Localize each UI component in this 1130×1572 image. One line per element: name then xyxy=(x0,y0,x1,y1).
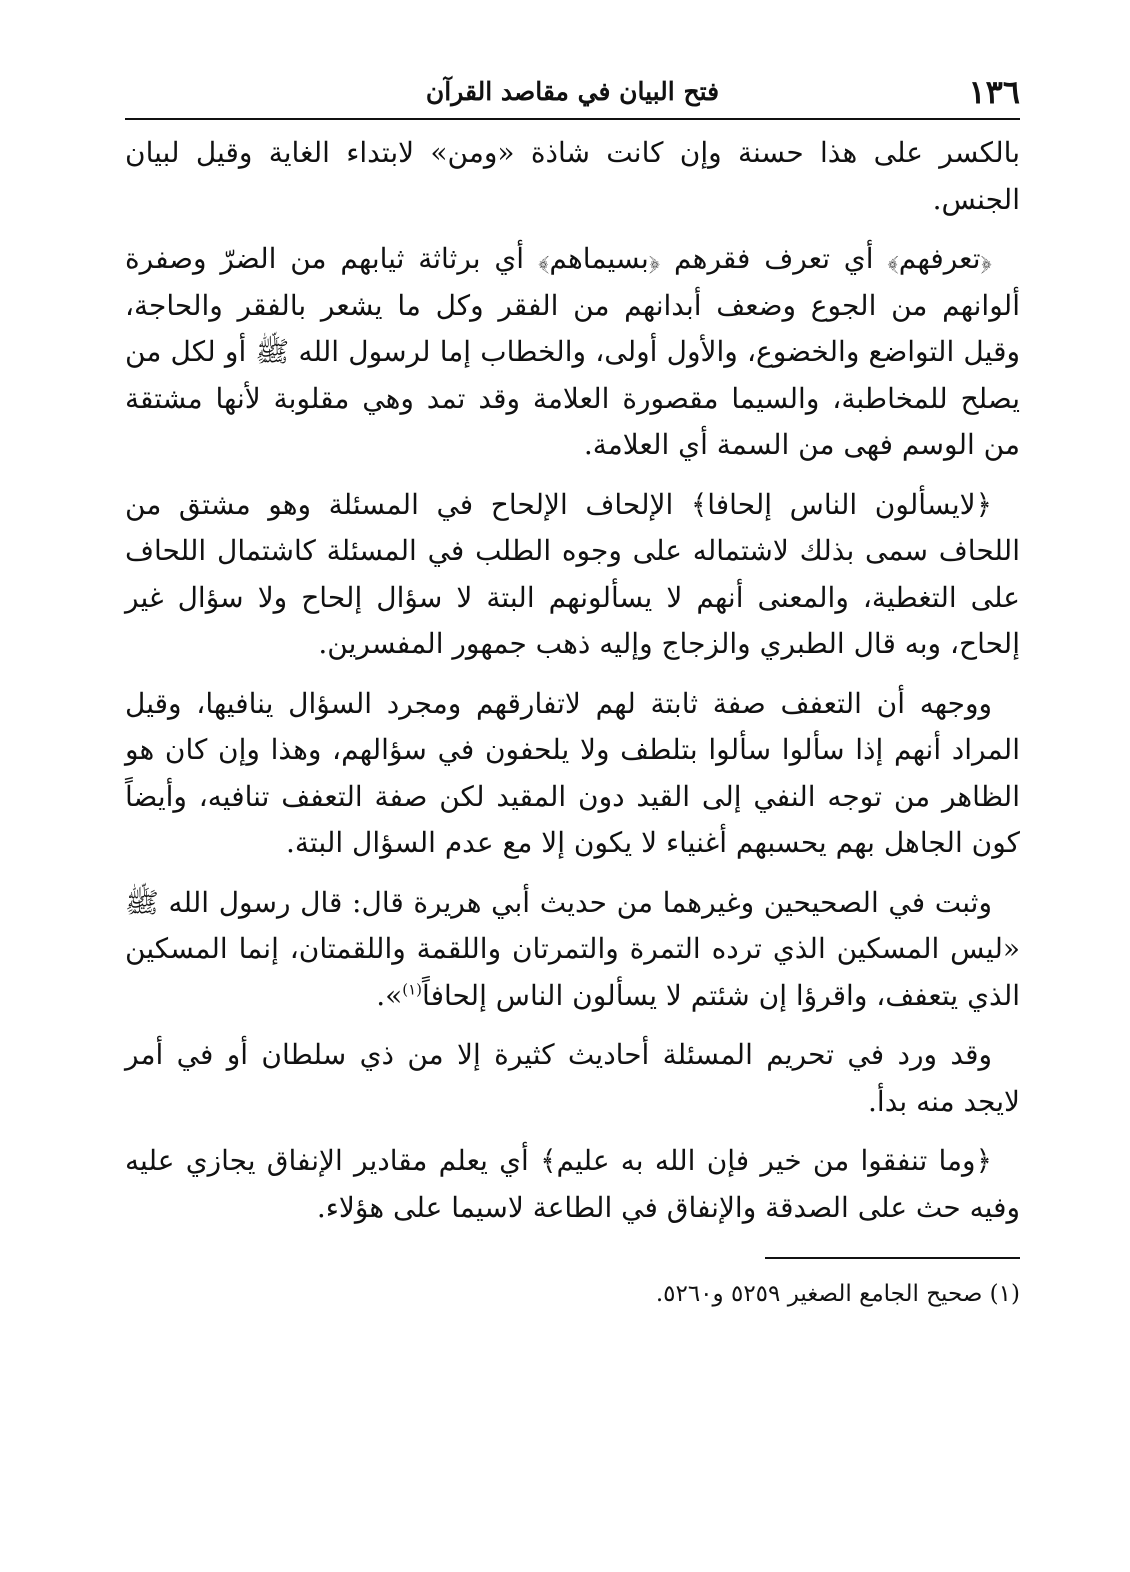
paragraph-2: ﴿تعرفهم﴾ أي تعرف فقرهم ﴿بسيماهم﴾ أي برثاثة ثيابهم من الضرّ وصفرة ألوانهم من الجوع وضعف أبدانهم من الفقر وكل ما يشعر بالفقر والحاجة، وقيل التواضع والخضوع، والأول أولى، والخطاب إما لرسول الله ﷺ أو لكل من يصلح للمخاطبة، والسيما مقصورة العلامة وقد تمد وهي مقلوبة لأنها مشتقة من الوسم فهى من السمة أي العلامة. xyxy=(125,242,1020,461)
main-text xyxy=(125,130,1020,1231)
book-title: فتح البيان في مقاصد القرآن xyxy=(425,77,720,106)
footnote-reference: (١) xyxy=(402,980,423,999)
hadith-text: وثبت في الصحيحين وغيرهما من حديث أبي هريرة قال: قال رسول الله ﷺ «ليس المسكين الذي ترده التمرة والتمرتان واللقمة واللقمتان، إنما المسكين الذي يتعفف، واقرؤا إن شئتم لا يسألون الناس إلحافاً xyxy=(125,885,1020,1012)
paragraph-3: ﴿لايسألون الناس إلحافا﴾ الإلحاف الإلحاح في المسئلة وهو مشتق من اللحاف سمى بذلك لاشتماله على وجوه الطلب في المسئلة كاشتمال اللحاف على التغطية، والمعنى أنهم لا يسألونهم البتة لا سؤال إلحاح ولا سؤال غير إلحاح، وبه قال الطبري والزجاج وإليه ذهب جمهور المفسرين. xyxy=(125,487,1020,660)
footnote-1: (١) صحيح الجامع الصغير ٥٢٥٩ و٥٢٦٠. xyxy=(655,1281,1020,1307)
paragraph-7: ﴿وما تنفقوا من خير فإن الله به عليم﴾ أي يعلم مقادير الإنفاق يجازي عليه وفيه حث على الصدقة والإنفاق في الطاعة لاسيما على هؤلاء. xyxy=(125,1144,1020,1224)
book-page xyxy=(125,62,1020,1522)
paragraph-hadith xyxy=(125,880,1020,1020)
page-number: ١٣٦ xyxy=(968,73,1020,111)
paragraph-4: ووجهه أن التعفف صفة ثابتة لهم لاتفارقهم ومجرد السؤال ينافيها، وقيل المراد أنهم إذا سألوا سألوا بتلطف ولا يلحفون في سؤالهم، وهذا وإن كان هو الظاهر من توجه النفي إلى القيد دون المقيد لكن صفة التعفف تنافيه، وأيضاً كون الجاهل بهم يحسبهم أغنياء لا يكون إلا مع عدم السؤال البتة. xyxy=(125,686,1020,859)
header-divider xyxy=(125,118,1020,120)
paragraph-1: بالكسر على هذا حسنة وإن كانت شاذة «ومن» لابتداء الغاية وقيل لبيان الجنس. xyxy=(125,136,1020,216)
running-header xyxy=(125,62,1020,118)
hadith-closing: ». xyxy=(376,978,403,1012)
footnote-divider xyxy=(765,1257,1020,1259)
paragraph-6: وقد ورد في تحريم المسئلة أحاديث كثيرة إلا من ذي سلطان أو في أمر لايجد منه بدأ. xyxy=(125,1038,1020,1118)
